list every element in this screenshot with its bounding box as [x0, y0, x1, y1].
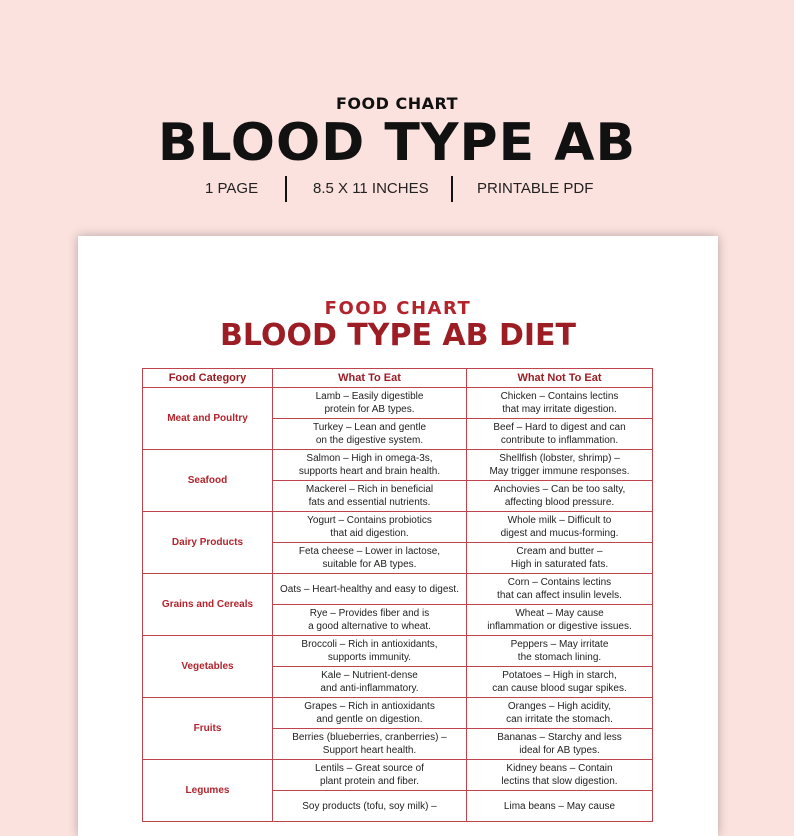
avoid-item: Whole milk – Difficult to digest and mucus-forming. [467, 512, 653, 543]
avoid-item: Bananas – Starchy and less ideal for AB types. [467, 729, 653, 760]
meta-page-size: 8.5 X 11 INCHES [313, 180, 429, 197]
meta-divider [285, 176, 287, 202]
eat-item: Feta cheese – Lower in lactose, suitable for AB types. [273, 543, 467, 574]
document-preview [78, 236, 718, 836]
eat-item: Kale – Nutrient-dense and anti-inflammatory. [273, 667, 467, 698]
eat-item: Berries (blueberries, cranberries) – Support heart health. [273, 729, 467, 760]
avoid-item: Potatoes – High in starch, can cause blood sugar spikes. [467, 667, 653, 698]
table-row [143, 512, 653, 543]
category-legumes: Legumes [143, 760, 273, 822]
header-title: BLOOD TYPE AB [157, 113, 637, 173]
eat-item: Salmon – High in omega-3s, supports heart and brain health. [273, 450, 467, 481]
table-header-row [143, 369, 653, 388]
category-grains-and-cereals: Grains and Cereals [143, 574, 273, 636]
eat-item: Soy products (tofu, soy milk) – [273, 791, 467, 822]
avoid-item: Oranges – High acidity, can irritate the stomach. [467, 698, 653, 729]
header-subtitle: FOOD CHART [335, 94, 458, 113]
document-title: BLOOD TYPE AB DIET [220, 318, 576, 353]
document-subtitle: FOOD CHART [324, 298, 472, 319]
avoid-item: Cream and butter – High in saturated fats. [467, 543, 653, 574]
category-meat-and-poultry: Meat and Poultry [143, 388, 273, 450]
eat-item: Mackerel – Rich in beneficial fats and essential nutrients. [273, 481, 467, 512]
eat-item: Yogurt – Contains probiotics that aid digestion. [273, 512, 467, 543]
avoid-item: Anchovies – Can be too salty, affecting blood pressure. [467, 481, 653, 512]
avoid-item: Wheat – May cause inflammation or digestive issues. [467, 605, 653, 636]
meta-format: PRINTABLE PDF [477, 180, 594, 197]
eat-item: Lamb – Easily digestible protein for AB types. [273, 388, 467, 419]
avoid-item: Chicken – Contains lectins that may irritate digestion. [467, 388, 653, 419]
column-header-category: Food Category [143, 369, 273, 388]
eat-item: Oats – Heart-healthy and easy to digest. [273, 574, 467, 605]
meta-page-count: 1 PAGE [205, 180, 259, 197]
meta-divider [451, 176, 453, 202]
column-header-eat: What To Eat [273, 369, 467, 388]
avoid-item: Kidney beans – Contain lectins that slow digestion. [467, 760, 653, 791]
table-row [143, 698, 653, 729]
category-vegetables: Vegetables [143, 636, 273, 698]
avoid-item: Beef – Hard to digest and can contribute to inflammation. [467, 419, 653, 450]
eat-item: Grapes – Rich in antioxidants and gentle on digestion. [273, 698, 467, 729]
avoid-item: Corn – Contains lectins that can affect insulin levels. [467, 574, 653, 605]
avoid-item: Shellfish (lobster, shrimp) – May trigger immune responses. [467, 450, 653, 481]
table-row [143, 450, 653, 481]
category-fruits: Fruits [143, 698, 273, 760]
table-row [143, 636, 653, 667]
category-seafood: Seafood [143, 450, 273, 512]
column-header-avoid: What Not To Eat [467, 369, 653, 388]
eat-item: Lentils – Great source of plant protein and fiber. [273, 760, 467, 791]
table-row [143, 388, 653, 419]
eat-item: Broccoli – Rich in antioxidants, supports immunity. [273, 636, 467, 667]
avoid-item: Lima beans – May cause [467, 791, 653, 822]
food-chart-table [142, 368, 653, 822]
category-dairy-products: Dairy Products [143, 512, 273, 574]
eat-item: Rye – Provides fiber and is a good alternative to wheat. [273, 605, 467, 636]
product-meta-row [0, 174, 794, 204]
table-row [143, 574, 653, 605]
eat-item: Turkey – Lean and gentle on the digestive system. [273, 419, 467, 450]
table-row [143, 760, 653, 791]
avoid-item: Peppers – May irritate the stomach lining. [467, 636, 653, 667]
